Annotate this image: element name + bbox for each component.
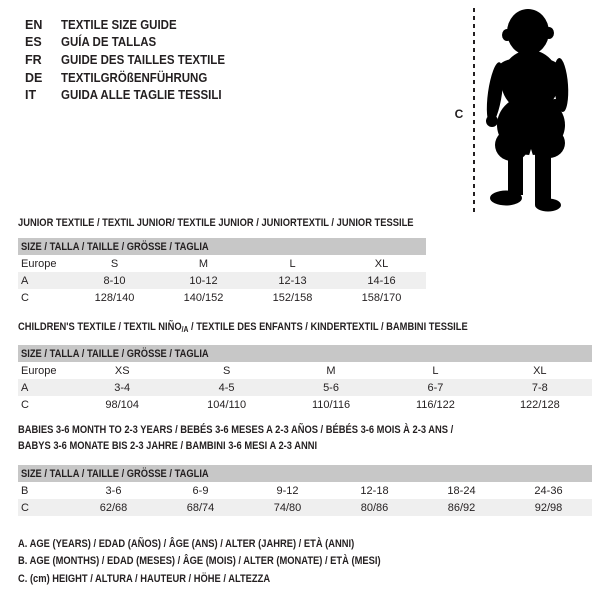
table-row [18, 482, 592, 499]
size-cell: 110/116 [311, 398, 351, 411]
language-list [25, 16, 239, 104]
row-label-cell: Europe [21, 364, 57, 377]
size-cell: 24-36 [534, 484, 563, 497]
row-label-cell: A [21, 274, 29, 287]
language-row [25, 16, 239, 34]
babies-table-title [18, 422, 530, 454]
size-cell: 12-18 [360, 484, 389, 497]
size-cell: XL [374, 257, 389, 270]
language-row [25, 34, 239, 52]
size-cell: L [289, 257, 296, 270]
language-code: IT [25, 88, 37, 103]
size-cell: XL [533, 364, 547, 377]
junior-table-title-text: JUNIOR TEXTILE / TEXTIL JUNIOR/ TEXTILE JUNIOR / JUNIORTEXTIL / JUNIOR TESSILE [18, 217, 414, 229]
size-cell: L [432, 364, 439, 377]
size-header-bar [18, 238, 426, 255]
size-cell: M [198, 257, 209, 270]
size-cell: M [326, 364, 336, 377]
footnote-text: C. (cm) HEIGHT / ALTURA / HAUTEUR / HÖHE / ALTEZZA [18, 572, 271, 585]
junior-table-title [18, 215, 483, 231]
size-header-bar [18, 345, 592, 362]
size-cell: 7-8 [531, 381, 548, 394]
row-label-cell: A [21, 381, 29, 394]
size-cell: 18-24 [447, 484, 476, 497]
language-label: TEXTILE SIZE GUIDE [61, 17, 177, 32]
babies-title-line1: BABIES 3-6 MONTH TO 2-3 YEARS / BEBÉS 3-6 MESES A 2-3 AÑOS / BÉBÉS 3-6 MOIS À 2-3 ANS / [18, 424, 454, 436]
language-row [25, 86, 239, 104]
toddler-silhouette-icon [482, 5, 577, 213]
size-cell: 8-10 [103, 274, 126, 287]
size-cell: 74/80 [273, 501, 302, 514]
children-title-prefix: CHILDREN'S TEXTILE / TEXTIL NIÑO [18, 321, 182, 333]
size-header-label: SIZE / TALLA / TAILLE / GRÖSSE / TAGLIA [21, 240, 209, 253]
size-cell: S [222, 364, 231, 377]
height-dashed-line-icon [473, 8, 475, 213]
children-title-subscript: /A [181, 325, 189, 334]
row-label-cell: C [21, 398, 29, 411]
size-cell: 5-6 [323, 381, 339, 394]
size-cell: 104/110 [207, 398, 247, 411]
size-cell: 6-9 [192, 484, 209, 497]
size-cell: 3-6 [105, 484, 122, 497]
table-row [18, 379, 592, 396]
size-cell: 62/68 [99, 501, 128, 514]
babies-title-line2: BABYS 3-6 MONATE BIS 2-3 JAHRE / BAMBINI 3-6 MESI A 2-3 ANNI [18, 440, 318, 452]
language-row [25, 69, 239, 87]
language-label: GUIDA ALLE TAGLIE TESSILI [61, 88, 222, 103]
language-label: GUIDE DES TAILLES TEXTILE [61, 52, 226, 67]
children-table-title-text [18, 319, 468, 338]
size-header-bar [18, 465, 592, 482]
footnote-text: A. AGE (YEARS) / EDAD (AÑOS) / ÂGE (ANS) / ALTER (JAHRE) / ETÀ (ANNI) [18, 537, 355, 550]
junior-size-table [18, 238, 426, 306]
language-label: GUÍA DE TALLAS [61, 35, 157, 50]
language-row [25, 51, 239, 69]
children-table-title [18, 319, 547, 338]
legend-footnotes [18, 535, 445, 588]
row-label-cell: C [21, 501, 29, 514]
footnote-line [18, 570, 445, 588]
size-cell: 68/74 [186, 501, 215, 514]
size-header-label: SIZE / TALLA / TAILLE / GRÖSSE / TAGLIA [21, 467, 209, 480]
footnote-line [18, 553, 445, 571]
size-cell: 6-7 [427, 381, 444, 394]
size-cell: 140/152 [183, 291, 224, 304]
table-row [18, 289, 426, 306]
size-cell: 128/140 [94, 291, 135, 304]
size-cell: 12-13 [278, 274, 307, 287]
size-cell: 152/158 [272, 291, 313, 304]
footnote-line [18, 535, 445, 553]
table-row [18, 255, 426, 272]
size-cell: 4-5 [218, 381, 235, 394]
table-row [18, 362, 592, 379]
size-cell: 122/128 [519, 398, 560, 411]
language-code: ES [25, 35, 42, 50]
footnote-text: B. AGE (MONTHS) / EDAD (MESES) / ÂGE (MOIS) / ALTER (MONATE) / ETÀ (MESI) [18, 555, 381, 568]
children-size-table [18, 345, 592, 413]
table-row [18, 272, 426, 289]
size-cell: 116/122 [415, 398, 455, 411]
size-cell: 92/98 [534, 501, 563, 514]
children-title-suffix: / TEXTILE DES ENFANTS / KINDERTEXTIL / BAMBINI TESSILE [188, 321, 468, 333]
size-cell: XS [114, 364, 130, 377]
babies-size-table [18, 465, 592, 516]
size-cell: 98/104 [105, 398, 140, 411]
row-label-cell: C [21, 291, 29, 304]
language-code: FR [25, 52, 42, 67]
size-cell: 9-12 [276, 484, 299, 497]
size-cell: S [110, 257, 119, 270]
height-measure-label: C [454, 107, 464, 121]
table-row [18, 499, 592, 516]
row-label-cell: B [21, 484, 29, 497]
row-label-cell: Europe [21, 257, 57, 270]
language-label: TEXTILGRÖßENFÜHRUNG [61, 70, 208, 85]
size-cell: 86/92 [447, 501, 476, 514]
language-code: DE [25, 70, 43, 85]
size-header-label: SIZE / TALLA / TAILLE / GRÖSSE / TAGLIA [21, 347, 209, 360]
size-cell: 10-12 [189, 274, 218, 287]
table-row [18, 396, 592, 413]
size-cell: 14-16 [367, 274, 396, 287]
size-cell: 80/86 [360, 501, 389, 514]
size-cell: 158/170 [361, 291, 402, 304]
language-code: EN [25, 17, 43, 32]
size-cell: 3-4 [114, 381, 131, 394]
